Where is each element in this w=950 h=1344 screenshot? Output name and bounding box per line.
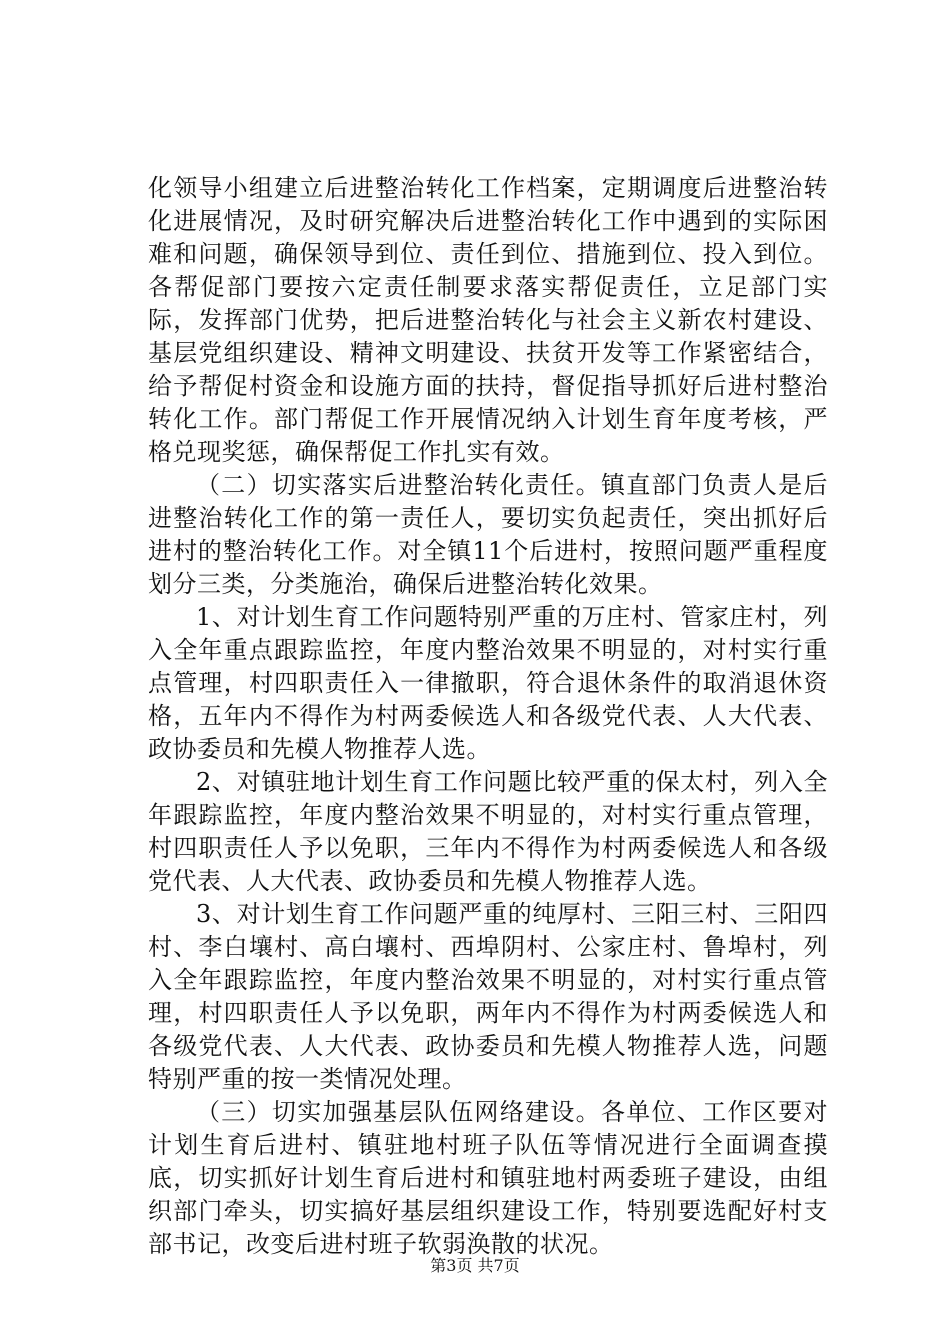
paragraph-section-two: （二）切实落实后进整治转化责任。镇直部门负责人是后进整治转化工作的第一责任人，要切实负起责任，突出抓好后进村的整治转化工作。对全镇11个后进村，按照问题严重程度划分三类，分类施治，确保后进整治转化效果。: [148, 471, 828, 598]
paragraph-item-one: 1、对计划生育工作问题特别严重的万庄村、管家庄村，列入全年重点跟踪监控，年度内整治效果不明显的，对村实行重点管理，村四职责任入一律撤职，符合退休条件的取消退休资格，五年内不得作为村两委候选人和各级党代表、人大代表、政协委员和先模人物推荐人选。: [148, 603, 828, 763]
paragraph-item-three: 3、对计划生育工作问题严重的纯厚村、三阳三村、三阳四村、李白壤村、高白壤村、西埠阴村、公家庄村、鲁埠村，列入全年跟踪监控，年度内整治效果不明显的，对村实行重点管理，村四职责任人予以免职，两年内不得作为村两委候选人和各级党代表、人大代表、政协委员和先模人物推荐人选，问题特别严重的按一类情况处理。: [148, 900, 828, 1093]
paragraph-item-two: 2、对镇驻地计划生育工作问题比较严重的保太村，列入全年跟踪监控，年度内整治效果不明显的，对村实行重点管理，村四职责任人予以免职，三年内不得作为村两委候选人和各级党代表、人大代表、政协委员和先模人物推荐人选。: [148, 768, 828, 895]
paragraph-continuation: 化领导小组建立后进整治转化工作档案，定期调度后进整治转化进展情况，及时研究解决后进整治转化工作中遇到的实际困难和问题，确保领导到位、责任到位、措施到位、投入到位。各帮促部门要按六定责任制要求落实帮促责任，立足部门实际，发挥部门优势，把后进整治转化与社会主义新农村建设、基层党组织建设、精神文明建设、扶贫开发等工作紧密结合，给予帮促村资金和设施方面的扶持，督促指导抓好后进村整治转化工作。部门帮促工作开展情况纳入计划生育年度考核，严格兑现奖惩，确保帮促工作扎实有效。: [148, 174, 828, 466]
page-number-footer: 第3页 共7页: [430, 1256, 520, 1275]
document-body: [148, 172, 828, 1261]
paragraph-section-three: （三）切实加强基层队伍网络建设。各单位、工作区要对计划生育后进村、镇驻地村班子队伍等情况进行全面调查摸底，切实抓好计划生育后进村和镇驻地村两委班子建设，由组织部门牵头，切实搞好基层组织建设工作，特别要选配好村支部书记，改变后进村班子软弱涣散的状况。: [148, 1098, 828, 1258]
